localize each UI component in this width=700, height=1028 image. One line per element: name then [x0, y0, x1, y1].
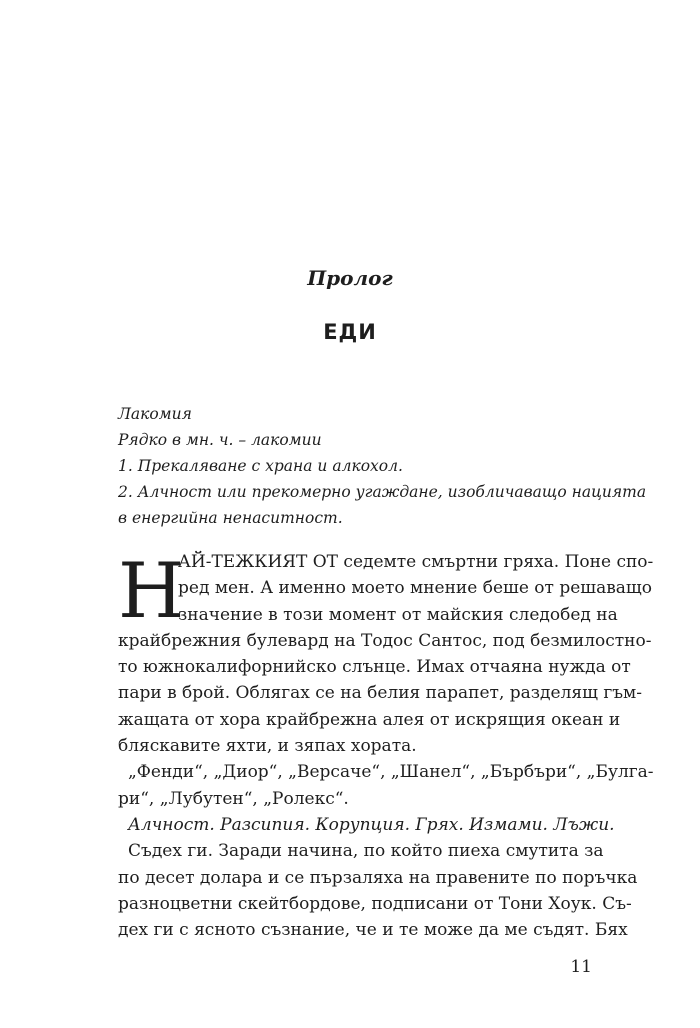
- definition-plural-note: Рядко в мн. ч. – лакомии: [118, 431, 322, 449]
- dictionary-definition: [118, 401, 647, 531]
- text-line: жащата от хора крайбрежна алея от искрящия океан и: [118, 709, 621, 730]
- text-line: дех ги с ясното съзнание, че и те може да ме съдят. Бях: [118, 920, 628, 941]
- prologue-heading: Пролог: [307, 266, 393, 290]
- text-line: ред мен. А именно моето мнение беше от решаващо: [178, 578, 652, 599]
- text-line: то южнокалифорнийско слънце. Имах отчаяна нужда от: [118, 657, 631, 678]
- page-number: 11: [570, 957, 592, 977]
- text-line: крайбрежния булевард на Тодос Сантос, под безмилостно-: [118, 630, 652, 651]
- body-text: [118, 546, 654, 943]
- text-line: ри“, „Лубутен“, „Ролекс“.: [118, 788, 349, 809]
- text-line: „Фенди“, „Диор“, „Версаче“, „Шанел“, „Бърбъри“, „Булга-: [128, 762, 654, 783]
- text-line: по десет долара и се пързаляха на правените по поръчка: [118, 867, 638, 888]
- definition-sense-2: 2. Алчност или прекомерно угаждане, изобличаващо нацията: [118, 483, 647, 501]
- definition-sense-1: 1. Прекаляване с храна и алкохол.: [118, 457, 403, 475]
- text-line: бляскавите яхти, и зяпах хората.: [118, 736, 417, 757]
- text-line: АЙ-ТЕЖКИЯТ ОТ седемте смъртни гряха. Поне спо-: [178, 552, 654, 572]
- drop-cap: Н: [118, 546, 185, 635]
- text-line: значение в този момент от майския следобед на: [178, 604, 618, 625]
- text-line: разноцветни скейтбордове, подписани от Тони Хоук. Съ-: [118, 893, 632, 914]
- chapter-title: ЕДИ: [323, 320, 377, 344]
- definition-term: Лакомия: [118, 405, 192, 423]
- definition-sense-2-continued: в енергийна ненаситност.: [118, 509, 343, 527]
- text-line: Съдех ги. Заради начина, по който пиеха смутита за: [128, 841, 604, 862]
- text-line: Алчност. Разсипия. Корупция. Грях. Измами. Лъжи.: [128, 814, 615, 835]
- text-line: пари в брой. Облягах се на белия парапет, разделящ гъм-: [118, 683, 643, 704]
